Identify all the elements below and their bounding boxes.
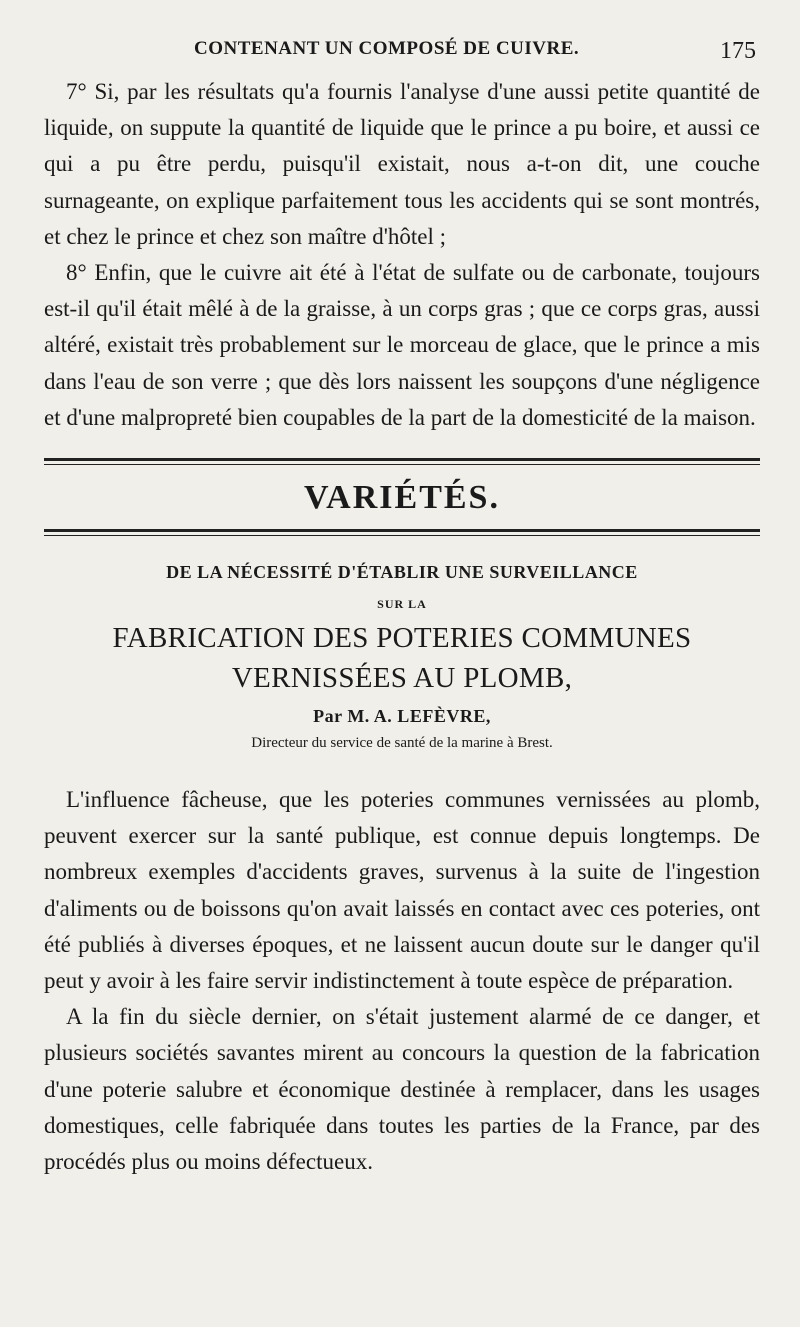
article-main-title: FABRICATION DES POTERIES COMMUNES VERNISSÉES AU PLOMB,	[112, 622, 692, 695]
paragraph-7: 7° Si, par les résultats qu'a fournis l'analyse d'une aussi petite quantité de liquide, on suppute la quantité de liquide que le prince a pu boire, et aussi ce qui a pu être perdu, puisqu'il existait, nous a-t-on dit, une couche surnageante, on explique parfaitement tous les accidents qui se sont montrés, et chez le prince et chez son maître d'hôtel ;	[44, 79, 760, 249]
running-head	[44, 30, 760, 74]
article-title-line1: DE LA NÉCESSITÉ D'ÉTABLIR UNE SURVEILLANCE	[166, 562, 638, 583]
article-title-line2: SUR LA	[377, 597, 427, 612]
section-rule-top	[44, 458, 760, 465]
section-title: VARIÉTÉS.	[304, 479, 500, 517]
author-role: Directeur du service de santé de la marine à Brest.	[251, 735, 553, 752]
paragraph-8: 8° Enfin, que le cuivre ait été à l'état de sulfate ou de carbonate, toujours est-il qu'il était mêlé à de la graisse, à un corps gras ; que ce corps gras, aussi altéré, existait très probablement sur le morceau de glace, que le prince a mis dans l'eau de son verre ; que dès lors naissent les soupçons d'une négligence et d'une malpropreté bien coupables de la part de la domesticité de la maison.	[44, 260, 760, 430]
body-paragraph-1: L'influence fâcheuse, que les poteries communes vernissées au plomb, peuvent exercer sur la santé publique, est connue depuis longtemps. De nombreux exemples d'accidents graves, survenus à la suite de l'ingestion d'aliments ou de boissons qu'on avait laissés en contact avec ces poteries, ont été publiés à diverses époques, et ne laissent aucun doute sur le danger qu'il peut y avoir à les faire servir indistinctement à toute espèce de préparation.	[44, 787, 760, 994]
body-paragraph-2: A la fin du siècle dernier, on s'était justement alarmé de ce danger, et plusieurs sociétés savantes mirent au concours la question de la fabrication d'une poterie salubre et économique destinée à remplacer, dans les usages domestiques, celle fabriquée dans toutes les parties de la France, par des procédés plus ou moins défectueux.	[44, 1004, 760, 1175]
page-number: 175	[720, 38, 756, 64]
section-rule-bottom	[44, 529, 760, 536]
article-author: Par M. A. LEFÈVRE,	[313, 706, 491, 727]
book-page	[44, 30, 760, 1180]
running-title: CONTENANT UN COMPOSÉ DE CUIVRE.	[194, 38, 580, 59]
